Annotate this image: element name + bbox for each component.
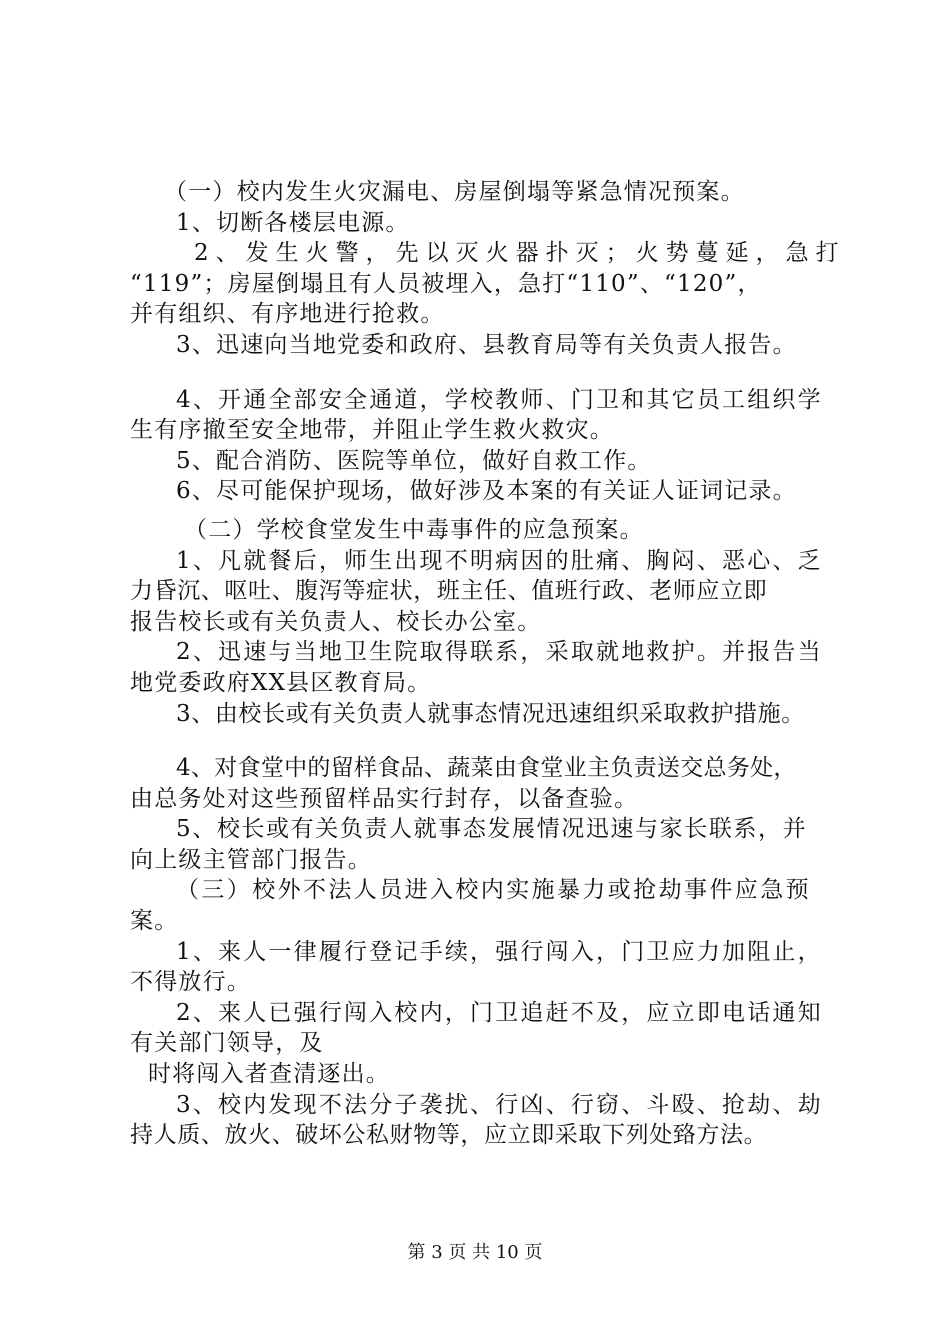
paragraph-line: 报告校长或有关负责人、校长办公室。 bbox=[130, 608, 542, 635]
paragraph-line: 1、来人一律履行登记手续，强行闯入，门卫应力加阻止， bbox=[176, 938, 823, 965]
paragraph-line: 时将闯入者查清逐出。 bbox=[148, 1061, 390, 1088]
paragraph-line: 1、凡就餐后，师生出现不明病因的肚痛、胸闷、恶心、乏 bbox=[176, 547, 823, 574]
paragraph-line: 案。 bbox=[130, 908, 179, 935]
spacer bbox=[130, 729, 830, 753]
paragraph-line: 地党委政府XX县区教育局。 bbox=[130, 669, 432, 696]
spacer bbox=[130, 507, 830, 515]
paragraph-line: 1、切断各楼层电源。 bbox=[176, 209, 410, 236]
paragraph-line: 3、迅速向当地党委和政府、县教育局等有关负责人报告。 bbox=[176, 331, 797, 358]
paragraph-line: 2、来人已强行闯入校内，门卫追赶不及，应立即电话通知 bbox=[176, 999, 823, 1026]
section-heading-3: （三）校外不法人员进入校内实施暴力或抢劫事件应急预 bbox=[176, 877, 811, 904]
paragraph-line: 3、校内发现不法分子袭扰、行凶、行窃、斗殴、抢劫、劫 bbox=[176, 1091, 823, 1118]
paragraph-line: 并有组织、有序地进行抢救。 bbox=[130, 301, 445, 328]
paragraph-line: 有关部门领导，及 bbox=[130, 1030, 324, 1057]
paragraph-line: 2、发生火警，先以灭火器扑灭；火势蔓延，急打 bbox=[194, 240, 846, 267]
paragraph-line: 持人质、放火、破坏公私财物等，应立即采取下列处臵方法。 bbox=[130, 1122, 768, 1149]
paragraph-line: 力昏沉、呕吐、腹泻等症状，班主任、值班行政、老师应立即 bbox=[130, 578, 768, 605]
paragraph-line: 5、校长或有关负责人就事态发展情况迅速与家长联系，并 bbox=[176, 816, 808, 843]
section-heading-1: （一）校内发生火灾漏电、房屋倒塌等紧急情况预案。 bbox=[164, 179, 745, 205]
spacer bbox=[130, 361, 830, 385]
page-number-footer: 第 3 页 共 10 页 bbox=[407, 1242, 543, 1263]
paragraph-line: 由总务处对这些预留样品实行封存，以备查验。 bbox=[130, 785, 639, 812]
paragraph-line: 5、配合消防、医院等单位，做好自救工作。 bbox=[176, 447, 652, 474]
paragraph-line: 3、由校长或有关负责人就事态情况迅速组织采取救护措施。 bbox=[176, 700, 805, 727]
paragraph-line: 2、迅速与当地卫生院取得联系，采取就地救护。并报告当 bbox=[176, 639, 823, 666]
paragraph-line: “119”；房屋倒塌且有人员被埋入，急打“110”、“120”， bbox=[130, 270, 762, 297]
paragraph-line: 生有序撤至安全地带，并阻止学生救火救灾。 bbox=[130, 417, 614, 444]
paragraph-line: 4、开通全部安全通道，学校教师、门卫和其它员工组织学 bbox=[176, 386, 823, 413]
paragraph-line: 4、对食堂中的留样食品、蔬菜由食堂业主负责送交总务处， bbox=[176, 755, 797, 782]
document-body bbox=[130, 177, 846, 1151]
paragraph-line: 6、尽可能保护现场，做好涉及本案的有关证人证词记录。 bbox=[176, 478, 797, 505]
section-heading-2: （二）学校食堂发生中毒事件的应急预案。 bbox=[184, 516, 644, 543]
paragraph-line: 向上级主管部门报告。 bbox=[130, 846, 372, 873]
paragraph-line: 不得放行。 bbox=[130, 969, 251, 996]
